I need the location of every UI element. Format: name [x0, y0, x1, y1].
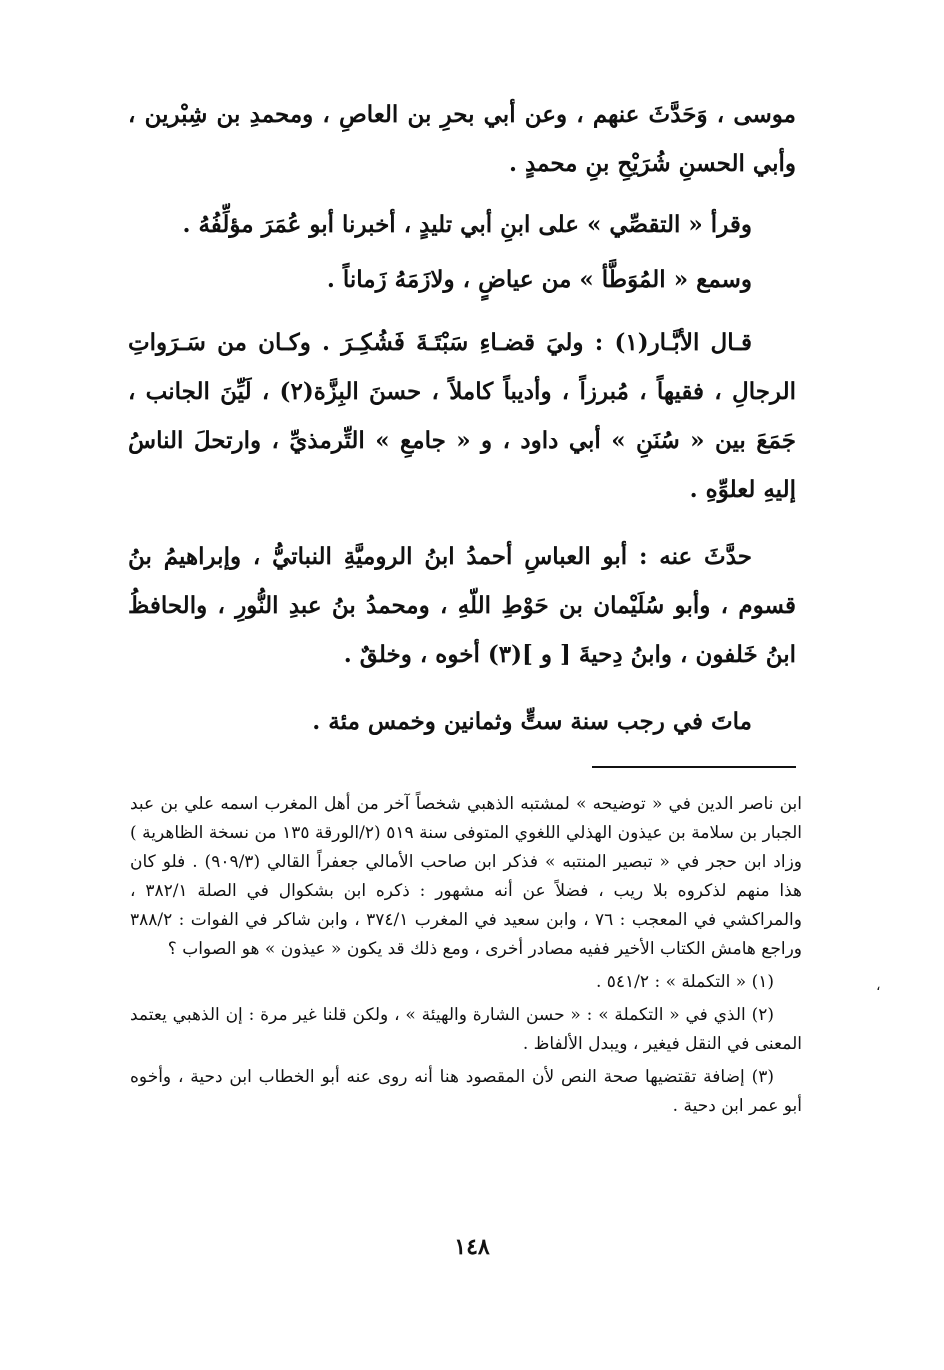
paragraph-death-date: ماتَ في رجب سنة ستٍّ وثمانين وخمس مئة . [312, 708, 752, 735]
paragraph-al-abbar-quote: قـال الأبَّـار(١) : وليَ قضـاءِ سَبْتَـةَ فَشُكِـرَ . وكـان من سَـرَواتِ الرجالِ ، فقيهاً ، مُبرزاً ، وأديباً كاملاً ، حسنَ البِزَّة(٢) ، لَيِّنَ الجانب ، جَمَعَ بين « سُنَنِ » أبي داود ، و « جامعِ » التِّرمذيِّ ، وارتحلَ الناسُ إليهِ لعلوِّهِ . [128, 329, 797, 503]
page-number: ١٤٨ [454, 1234, 490, 1260]
margin-mark: ، [876, 978, 881, 994]
paragraph-teachers-continued: موسى ، وَحَدَّثَ عنهم ، وعن أبي بحرِ بن العاصِ ، ومحمدِ بن شِبْرين ، وأبي الحسنِ شُرَيْحِ بنِ محمدٍ . [128, 101, 796, 177]
paragraph-taqassi: وقرأ « التقصِّي » على ابنِ أبي تليدٍ ، أخبرنا أبو عُمَرَ مؤلِّفُهُ . [182, 211, 752, 238]
paragraph-muwatta: وسمع « المُوَطَّأ » من عياضٍ ، ولازَمَهُ زَماناً . [326, 266, 752, 293]
main-text [128, 90, 796, 746]
footnote-2: (٢) الذي في « التكملة » : « حسن الشارة والهيئة » ، ولكن قلنا غير مرة : إن الذهبي يعتمد المعنى في النقل فيغير ، ويبدل الألفاظ . [130, 1005, 802, 1054]
paragraph-students: حدَّثَ عنه : أبو العباسِ أحمدُ ابنُ الروميَّةِ النباتيُّ ، وإبراهيمُ بنُ قسوم ، وأبو سُلَيْمان بن حَوْطِ اللّهِ ، ومحمدُ بنُ عبدِ النُّورِ ، والحافظُ ابنُ خَلفون ، وابنُ دِحيةَ [ و ](٣) أخوه ، وخلقٌ . [128, 543, 796, 668]
footnote-3: (٣) إضافة تقتضيها صحة النص لأن المقصود هنا أنه روى عنه أبو الخطاب ابن دحية ، وأخوه أبو عمر ابن دحية . [130, 1067, 802, 1116]
footnote-continuation: ابن ناصر الدين في « توضيحه » لمشتبه الذهبي شخصاً آخر من أهل المغرب اسمه علي بن عبد الجبار بن سلامة بن عيذون الهذلي اللغوي المتوفى سنة ٥١٩ (٢/الورقة ١٣٥ من نسخة الظاهرية ) وزاد ابن حجر في « تبصير المنتبه » فذكر ابن صاحب الأمالي جعفراً القالي (٩٠٩/٣) . فلو كان هذا منهم لذكروه بلا ريب ، فضلاً عن أنه مشهور : ذكره ابن بشكوال في الصلة ٣٨٢/١ ، والمراكشي في المعجب : ٧٦ ، وابن سعيد في المغرب ٣٧٤/١ ، وابن شاكر في الفوات : ٣٨٨/٢ وراجع هامش الكتاب الأخير ففيه مصادر أخرى ، ومع ذلك قد يكون « عيذون » هو الصواب ؟ [130, 794, 803, 959]
footnote-separator [592, 766, 796, 768]
footnote-1: (١) « التكملة » : ٥٤١/٢ . [595, 972, 774, 992]
footnotes [130, 790, 802, 1121]
